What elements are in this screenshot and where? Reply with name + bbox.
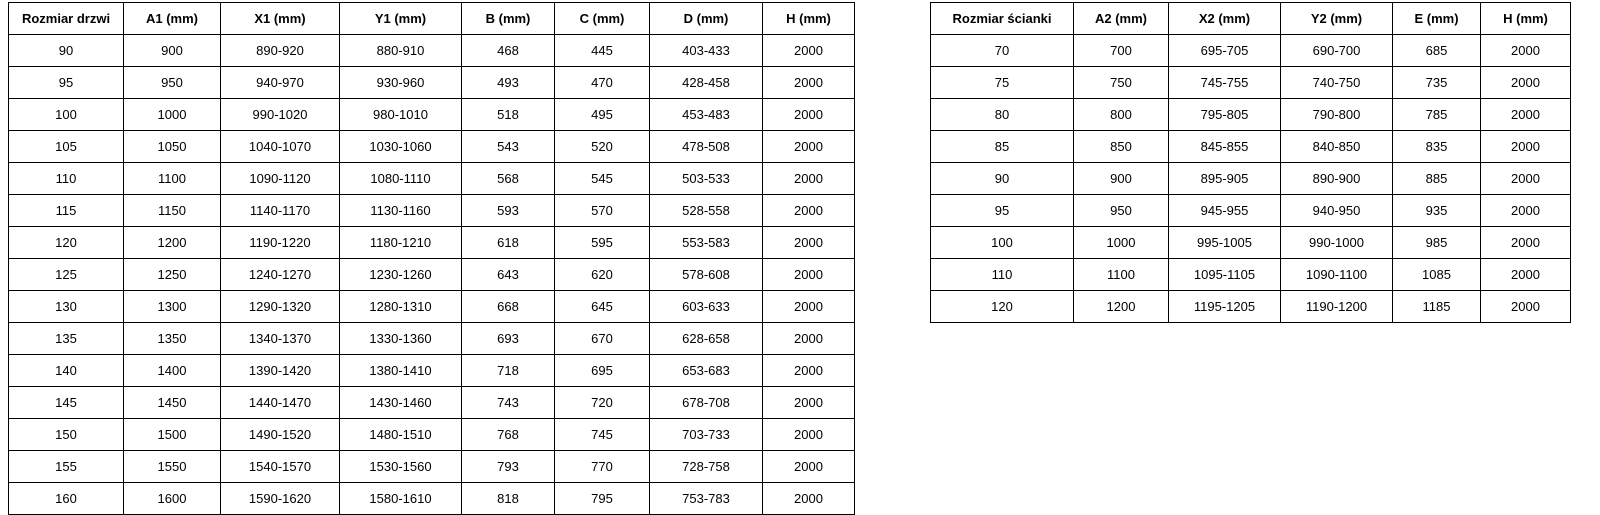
doors-cell: 578-608 <box>650 259 763 291</box>
doors-cell: 603-633 <box>650 291 763 323</box>
doors-cell: 1090-1120 <box>221 163 340 195</box>
doors-cell: 545 <box>555 163 650 195</box>
doors-cell: 2000 <box>763 419 855 451</box>
walls-cell: 985 <box>1393 227 1481 259</box>
walls-cell: 950 <box>1074 195 1169 227</box>
walls-dimensions-table <box>930 2 1571 323</box>
table-row <box>931 195 1571 227</box>
walls-cell: 2000 <box>1481 259 1571 291</box>
walls-cell: 885 <box>1393 163 1481 195</box>
doors-cell: 2000 <box>763 195 855 227</box>
doors-cell: 980-1010 <box>340 99 462 131</box>
walls-cell: 85 <box>931 131 1074 163</box>
doors-cell: 1530-1560 <box>340 451 462 483</box>
walls-cell: 735 <box>1393 67 1481 99</box>
walls-table-head <box>931 3 1571 35</box>
table-row <box>931 163 1571 195</box>
doors-cell: 670 <box>555 323 650 355</box>
doors-cell: 2000 <box>763 483 855 515</box>
doors-cell: 693 <box>462 323 555 355</box>
doors-table-body <box>9 35 855 515</box>
doors-cell: 145 <box>9 387 124 419</box>
walls-column-header-2: X2 (mm) <box>1169 3 1281 35</box>
doors-cell: 403-433 <box>650 35 763 67</box>
walls-cell: 90 <box>931 163 1074 195</box>
doors-cell: 793 <box>462 451 555 483</box>
doors-cell: 478-508 <box>650 131 763 163</box>
doors-cell: 528-558 <box>650 195 763 227</box>
table-row <box>9 355 855 387</box>
doors-cell: 1190-1220 <box>221 227 340 259</box>
doors-cell: 518 <box>462 99 555 131</box>
doors-cell: 2000 <box>763 323 855 355</box>
doors-cell: 1150 <box>124 195 221 227</box>
doors-cell: 125 <box>9 259 124 291</box>
doors-column-header-5: C (mm) <box>555 3 650 35</box>
table-row <box>931 99 1571 131</box>
doors-cell: 1440-1470 <box>221 387 340 419</box>
doors-cell: 703-733 <box>650 419 763 451</box>
walls-table-body <box>931 35 1571 323</box>
table-row <box>9 451 855 483</box>
walls-cell: 110 <box>931 259 1074 291</box>
walls-cell: 895-905 <box>1169 163 1281 195</box>
doors-cell: 1140-1170 <box>221 195 340 227</box>
doors-cell: 428-458 <box>650 67 763 99</box>
walls-cell: 1090-1100 <box>1281 259 1393 291</box>
doors-cell: 470 <box>555 67 650 99</box>
walls-cell: 945-955 <box>1169 195 1281 227</box>
walls-cell: 2000 <box>1481 291 1571 323</box>
walls-cell: 2000 <box>1481 131 1571 163</box>
walls-cell: 795-805 <box>1169 99 1281 131</box>
doors-cell: 2000 <box>763 291 855 323</box>
doors-cell: 1450 <box>124 387 221 419</box>
doors-cell: 1330-1360 <box>340 323 462 355</box>
doors-cell: 155 <box>9 451 124 483</box>
doors-cell: 1550 <box>124 451 221 483</box>
doors-cell: 643 <box>462 259 555 291</box>
walls-cell: 100 <box>931 227 1074 259</box>
doors-column-header-3: Y1 (mm) <box>340 3 462 35</box>
doors-cell: 1240-1270 <box>221 259 340 291</box>
doors-cell: 768 <box>462 419 555 451</box>
doors-column-header-4: B (mm) <box>462 3 555 35</box>
table-row <box>931 259 1571 291</box>
table-header-row <box>9 3 855 35</box>
walls-cell: 900 <box>1074 163 1169 195</box>
doors-cell: 718 <box>462 355 555 387</box>
doors-cell: 2000 <box>763 99 855 131</box>
table-row <box>9 291 855 323</box>
walls-cell: 2000 <box>1481 195 1571 227</box>
walls-cell: 750 <box>1074 67 1169 99</box>
doors-cell: 1430-1460 <box>340 387 462 419</box>
doors-cell: 130 <box>9 291 124 323</box>
doors-column-header-0: Rozmiar drzwi <box>9 3 124 35</box>
doors-cell: 140 <box>9 355 124 387</box>
walls-cell: 2000 <box>1481 163 1571 195</box>
doors-cell: 880-910 <box>340 35 462 67</box>
doors-cell: 468 <box>462 35 555 67</box>
walls-column-header-1: A2 (mm) <box>1074 3 1169 35</box>
doors-cell: 1100 <box>124 163 221 195</box>
doors-cell: 2000 <box>763 131 855 163</box>
doors-cell: 1600 <box>124 483 221 515</box>
table-row <box>9 163 855 195</box>
table-row <box>9 419 855 451</box>
doors-cell: 1080-1110 <box>340 163 462 195</box>
doors-cell: 95 <box>9 67 124 99</box>
table-row <box>931 131 1571 163</box>
table-row <box>9 259 855 291</box>
doors-cell: 593 <box>462 195 555 227</box>
walls-cell: 1000 <box>1074 227 1169 259</box>
doors-cell: 1290-1320 <box>221 291 340 323</box>
walls-cell: 890-900 <box>1281 163 1393 195</box>
walls-cell: 995-1005 <box>1169 227 1281 259</box>
doors-cell: 770 <box>555 451 650 483</box>
walls-cell: 990-1000 <box>1281 227 1393 259</box>
walls-cell: 1200 <box>1074 291 1169 323</box>
doors-cell: 728-758 <box>650 451 763 483</box>
doors-dimensions-table <box>8 2 855 515</box>
walls-cell: 835 <box>1393 131 1481 163</box>
doors-cell: 1380-1410 <box>340 355 462 387</box>
doors-cell: 695 <box>555 355 650 387</box>
doors-cell: 120 <box>9 227 124 259</box>
table-row <box>931 35 1571 67</box>
walls-cell: 790-800 <box>1281 99 1393 131</box>
doors-cell: 1400 <box>124 355 221 387</box>
doors-cell: 135 <box>9 323 124 355</box>
doors-cell: 1000 <box>124 99 221 131</box>
walls-cell: 740-750 <box>1281 67 1393 99</box>
doors-cell: 940-970 <box>221 67 340 99</box>
doors-cell: 618 <box>462 227 555 259</box>
walls-cell: 70 <box>931 35 1074 67</box>
doors-cell: 2000 <box>763 451 855 483</box>
doors-cell: 1030-1060 <box>340 131 462 163</box>
doors-cell: 2000 <box>763 355 855 387</box>
doors-cell: 1200 <box>124 227 221 259</box>
doors-cell: 553-583 <box>650 227 763 259</box>
doors-cell: 90 <box>9 35 124 67</box>
doors-cell: 160 <box>9 483 124 515</box>
doors-cell: 150 <box>9 419 124 451</box>
walls-cell: 840-850 <box>1281 131 1393 163</box>
walls-cell: 745-755 <box>1169 67 1281 99</box>
doors-cell: 1280-1310 <box>340 291 462 323</box>
walls-cell: 75 <box>931 67 1074 99</box>
doors-cell: 1340-1370 <box>221 323 340 355</box>
table-row <box>9 227 855 259</box>
walls-cell: 1185 <box>1393 291 1481 323</box>
doors-cell: 950 <box>124 67 221 99</box>
doors-table-head <box>9 3 855 35</box>
doors-cell: 453-483 <box>650 99 763 131</box>
doors-cell: 930-960 <box>340 67 462 99</box>
walls-column-header-5: H (mm) <box>1481 3 1571 35</box>
doors-dimensions-table-container <box>8 2 855 515</box>
walls-column-header-4: E (mm) <box>1393 3 1481 35</box>
doors-cell: 2000 <box>763 227 855 259</box>
doors-cell: 568 <box>462 163 555 195</box>
walls-cell: 1085 <box>1393 259 1481 291</box>
doors-cell: 1300 <box>124 291 221 323</box>
walls-cell: 940-950 <box>1281 195 1393 227</box>
table-row <box>931 291 1571 323</box>
table-row <box>9 387 855 419</box>
doors-cell: 1050 <box>124 131 221 163</box>
doors-cell: 720 <box>555 387 650 419</box>
table-row <box>9 323 855 355</box>
doors-cell: 1580-1610 <box>340 483 462 515</box>
doors-cell: 570 <box>555 195 650 227</box>
walls-cell: 785 <box>1393 99 1481 131</box>
doors-cell: 520 <box>555 131 650 163</box>
table-row <box>931 227 1571 259</box>
walls-cell: 690-700 <box>1281 35 1393 67</box>
doors-cell: 543 <box>462 131 555 163</box>
walls-cell: 1100 <box>1074 259 1169 291</box>
doors-cell: 110 <box>9 163 124 195</box>
table-row <box>9 131 855 163</box>
walls-column-header-3: Y2 (mm) <box>1281 3 1393 35</box>
walls-cell: 120 <box>931 291 1074 323</box>
doors-cell: 495 <box>555 99 650 131</box>
walls-cell: 2000 <box>1481 35 1571 67</box>
walls-cell: 800 <box>1074 99 1169 131</box>
walls-cell: 695-705 <box>1169 35 1281 67</box>
doors-cell: 743 <box>462 387 555 419</box>
doors-cell: 818 <box>462 483 555 515</box>
table-header-row <box>931 3 1571 35</box>
walls-cell: 935 <box>1393 195 1481 227</box>
doors-column-header-6: D (mm) <box>650 3 763 35</box>
doors-cell: 990-1020 <box>221 99 340 131</box>
walls-cell: 2000 <box>1481 227 1571 259</box>
walls-column-header-0: Rozmiar ścianki <box>931 3 1074 35</box>
doors-cell: 645 <box>555 291 650 323</box>
walls-cell: 95 <box>931 195 1074 227</box>
doors-cell: 753-783 <box>650 483 763 515</box>
doors-cell: 890-920 <box>221 35 340 67</box>
doors-cell: 1480-1510 <box>340 419 462 451</box>
walls-cell: 845-855 <box>1169 131 1281 163</box>
table-row <box>9 483 855 515</box>
doors-cell: 745 <box>555 419 650 451</box>
walls-dimensions-table-container <box>930 2 1571 323</box>
walls-cell: 685 <box>1393 35 1481 67</box>
doors-column-header-1: A1 (mm) <box>124 3 221 35</box>
doors-cell: 2000 <box>763 387 855 419</box>
walls-cell: 2000 <box>1481 99 1571 131</box>
doors-cell: 668 <box>462 291 555 323</box>
doors-cell: 1180-1210 <box>340 227 462 259</box>
doors-cell: 1040-1070 <box>221 131 340 163</box>
doors-cell: 1490-1520 <box>221 419 340 451</box>
doors-cell: 1130-1160 <box>340 195 462 227</box>
doors-cell: 2000 <box>763 163 855 195</box>
doors-cell: 595 <box>555 227 650 259</box>
doors-cell: 1540-1570 <box>221 451 340 483</box>
doors-cell: 2000 <box>763 259 855 291</box>
doors-cell: 1230-1260 <box>340 259 462 291</box>
doors-cell: 115 <box>9 195 124 227</box>
doors-cell: 1390-1420 <box>221 355 340 387</box>
walls-cell: 1195-1205 <box>1169 291 1281 323</box>
doors-cell: 1250 <box>124 259 221 291</box>
doors-cell: 1500 <box>124 419 221 451</box>
doors-cell: 493 <box>462 67 555 99</box>
doors-cell: 100 <box>9 99 124 131</box>
doors-cell: 1350 <box>124 323 221 355</box>
doors-cell: 2000 <box>763 35 855 67</box>
doors-column-header-7: H (mm) <box>763 3 855 35</box>
table-row <box>9 195 855 227</box>
table-row <box>9 35 855 67</box>
doors-cell: 900 <box>124 35 221 67</box>
walls-cell: 2000 <box>1481 67 1571 99</box>
doors-cell: 2000 <box>763 67 855 99</box>
walls-cell: 1190-1200 <box>1281 291 1393 323</box>
doors-cell: 653-683 <box>650 355 763 387</box>
table-row <box>931 67 1571 99</box>
table-row <box>9 67 855 99</box>
doors-cell: 620 <box>555 259 650 291</box>
doors-cell: 678-708 <box>650 387 763 419</box>
doors-cell: 795 <box>555 483 650 515</box>
walls-cell: 80 <box>931 99 1074 131</box>
doors-cell: 503-533 <box>650 163 763 195</box>
walls-cell: 850 <box>1074 131 1169 163</box>
walls-cell: 1095-1105 <box>1169 259 1281 291</box>
doors-cell: 1590-1620 <box>221 483 340 515</box>
walls-cell: 700 <box>1074 35 1169 67</box>
doors-cell: 105 <box>9 131 124 163</box>
table-row <box>9 99 855 131</box>
doors-column-header-2: X1 (mm) <box>221 3 340 35</box>
doors-cell: 628-658 <box>650 323 763 355</box>
doors-cell: 445 <box>555 35 650 67</box>
